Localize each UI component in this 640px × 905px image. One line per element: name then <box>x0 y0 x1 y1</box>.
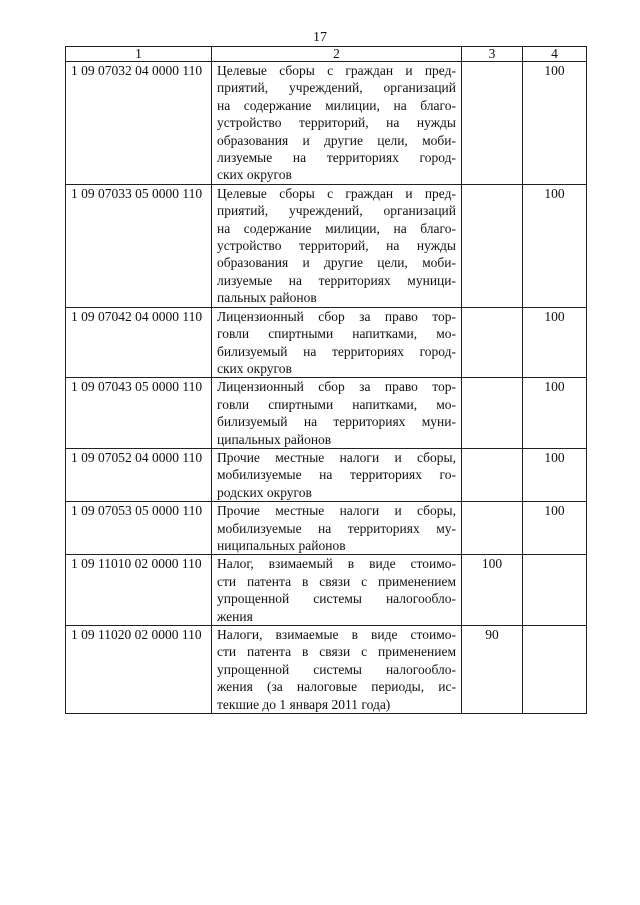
header-cell-3: 3 <box>462 47 523 62</box>
description-line: приятий, учреждений, организаций <box>217 80 456 96</box>
description-line: приятий, учреждений, организаций <box>217 203 456 219</box>
description-line: упрощенной системы налогообло- <box>217 661 456 677</box>
value-cell-col3 <box>462 62 523 185</box>
description-line: мобилизуемые на территориях му- <box>217 520 456 536</box>
table-row <box>66 448 587 501</box>
value-cell-col3 <box>462 307 523 378</box>
value-cell-col4 <box>523 555 587 626</box>
description-line: говли спиртными напитками, мо- <box>217 326 456 342</box>
description-line: ских округов <box>217 360 292 376</box>
description-line: Лицензионный сбор за право тор- <box>217 308 456 324</box>
budget-code-cell: 1 09 07043 05 0000 110 <box>66 378 212 449</box>
budget-classification-table <box>65 46 587 714</box>
table-header-row <box>66 47 587 62</box>
description-line: Прочие местные налоги и сборы, <box>217 449 456 465</box>
description-line: Прочие местные налоги и сборы, <box>217 503 456 519</box>
table-row <box>66 626 587 714</box>
value-cell-col4: 100 <box>523 307 587 378</box>
budget-code-cell: 1 09 07052 04 0000 110 <box>66 448 212 501</box>
description-line: родских округов <box>217 484 312 500</box>
description-line: говли спиртными напитками, мо- <box>217 396 456 412</box>
description-line: ципальных районов <box>217 431 332 447</box>
description-line: ниципальных районов <box>217 537 346 553</box>
table-row <box>66 62 587 185</box>
table-row <box>66 307 587 378</box>
value-cell-col4 <box>523 626 587 714</box>
description-cell <box>212 62 462 185</box>
description-line: билизуемый на территориях муни- <box>217 414 456 430</box>
description-cell <box>212 184 462 307</box>
description-line: пальных районов <box>217 290 317 306</box>
description-line: ских округов <box>217 167 292 183</box>
value-cell-col3 <box>462 502 523 555</box>
description-line: образования и другие цели, моби- <box>217 132 456 148</box>
description-cell <box>212 502 462 555</box>
budget-code-cell: 1 09 07033 05 0000 110 <box>66 184 212 307</box>
value-cell-col4: 100 <box>523 62 587 185</box>
description-cell <box>212 448 462 501</box>
description-line: Целевые сборы с граждан и пред- <box>217 185 456 201</box>
description-line: упрощенной системы налогообло- <box>217 591 456 607</box>
budget-code-cell: 1 09 07053 05 0000 110 <box>66 502 212 555</box>
budget-code-cell: 1 09 11010 02 0000 110 <box>66 555 212 626</box>
value-cell-col4: 100 <box>523 184 587 307</box>
description-line: сти патента в связи с применением <box>217 644 456 660</box>
value-cell-col3 <box>462 378 523 449</box>
header-cell-4: 4 <box>523 47 587 62</box>
description-line: жения <box>217 608 253 624</box>
description-line: билизуемый на территориях город- <box>217 343 456 359</box>
description-cell <box>212 307 462 378</box>
description-line: мобилизуемые на территориях го- <box>217 467 456 483</box>
description-line: лизуемые на территориях муници- <box>217 272 456 288</box>
table-row <box>66 502 587 555</box>
value-cell-col3 <box>462 184 523 307</box>
description-line: сти патента в связи с применением <box>217 573 456 589</box>
value-cell-col3: 100 <box>462 555 523 626</box>
value-cell-col3 <box>462 448 523 501</box>
budget-code-cell: 1 09 07042 04 0000 110 <box>66 307 212 378</box>
header-cell-1: 1 <box>66 47 212 62</box>
description-line: Целевые сборы с граждан и пред- <box>217 63 456 78</box>
description-line: Лицензионный сбор за право тор- <box>217 379 456 395</box>
description-line: устройство территорий, на нужды <box>217 238 456 254</box>
table-row <box>66 184 587 307</box>
header-cell-2: 2 <box>212 47 462 62</box>
value-cell-col4: 100 <box>523 378 587 449</box>
description-line: на содержание милиции, на благо- <box>217 220 456 236</box>
table-row <box>66 555 587 626</box>
description-line: Налоги, взимаемые в виде стоимо- <box>217 627 456 642</box>
budget-code-cell: 1 09 07032 04 0000 110 <box>66 62 212 185</box>
page-number: 17 <box>313 30 327 45</box>
description-line: Налог, взимаемый в виде стоимо- <box>217 556 456 572</box>
value-cell-col4: 100 <box>523 448 587 501</box>
description-line: жения (за налоговые периоды, ис- <box>217 679 456 695</box>
value-cell-col4: 100 <box>523 502 587 555</box>
description-cell <box>212 626 462 714</box>
description-line: устройство территорий, на нужды <box>217 115 456 131</box>
table-row <box>66 378 587 449</box>
description-line: лизуемые на территориях город- <box>217 150 456 166</box>
description-cell <box>212 378 462 449</box>
description-cell <box>212 555 462 626</box>
description-line: текшие до 1 января 2011 года) <box>217 696 391 712</box>
budget-code-cell: 1 09 11020 02 0000 110 <box>66 626 212 714</box>
description-line: образования и другие цели, моби- <box>217 255 456 271</box>
description-line: на содержание милиции, на благо- <box>217 97 456 113</box>
value-cell-col3: 90 <box>462 626 523 714</box>
